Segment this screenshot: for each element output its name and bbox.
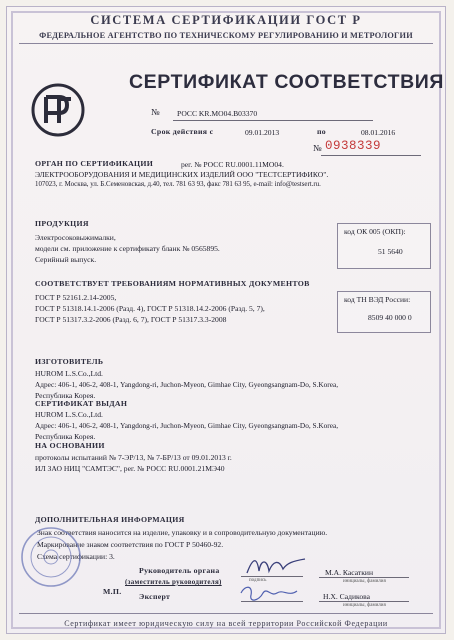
requirements-line-3: ГОСТ Р 51317.3.2-2006 (Разд. 6, 7), ГОСТ Р 51317.3.3-2008 — [35, 315, 227, 324]
issued-label: СЕРТИФИКАТ ВЫДАН — [35, 399, 128, 408]
okp-value: 51 5640 — [378, 247, 403, 256]
validity-label: Срок действия с — [151, 127, 214, 136]
certificate-sheet — [6, 6, 446, 634]
expert-name: Н.Х. Садикова — [323, 592, 370, 601]
tnved-label: код ТН ВЭД России: — [344, 295, 411, 304]
issued-address-2: Республика Корея. — [35, 432, 96, 441]
tnved-code-box — [337, 291, 431, 333]
certificate-title: СЕРТИФИКАТ СООТВЕТСТВИЯ — [129, 71, 445, 93]
requirements-line-1: ГОСТ Р 52161.2.14-2005, — [35, 293, 117, 302]
organ-reg: рег. № РОСС RU.0001.11МО04. — [181, 160, 284, 169]
additional-label: ДОПОЛНИТЕЛЬНАЯ ИНФОРМАЦИЯ — [35, 515, 185, 524]
organ-label: ОРГАН ПО СЕРТИФИКАЦИИ — [35, 159, 154, 168]
product-line-3: Серийный выпуск. — [35, 255, 97, 264]
organ-address: 107023, г. Москва, ул. Б.Семеновская, д.40, тел. 781 63 93, факс 781 63 95, e-mail: info@testsert.ru. — [35, 181, 321, 188]
date-to: 08.01.2016 — [361, 128, 396, 137]
manufacturer-label: ИЗГОТОВИТЕЛЬ — [35, 357, 104, 366]
product-line-1: Электросоковыжималки, — [35, 233, 116, 242]
system-title: СИСТЕМА СЕРТИФИКАЦИИ ГОСТ Р — [90, 13, 362, 27]
header-divider — [19, 43, 433, 44]
date-to-label: по — [317, 127, 326, 136]
okp-label: код ОК 005 (ОКП): — [344, 227, 406, 236]
head-caption: инициалы, фамилия — [343, 579, 386, 584]
basis-line-1: протоколы испытаний № 7-ЭР/13, № 7-БР/13 от 09.01.2013 г. — [35, 453, 232, 462]
certificate-number: РОСС KR.МО04.В03370 — [177, 109, 258, 118]
product-label: ПРОДУКЦИЯ — [35, 219, 89, 228]
okp-code-box — [337, 223, 431, 269]
mp-label: М.П. — [103, 587, 122, 596]
head-name: М.А. Касаткин — [325, 568, 374, 577]
organ-name: ЭЛЕКТРООБОРУДОВАНИЯ И МЕДИЦИНСКИХ ИЗДЕЛИЙ ООО "ТЕСТСЕРТИФИКО". — [35, 170, 329, 179]
additional-line-2: Маркирование знаком соответствия по ГОСТ Р 50460-92. — [37, 540, 224, 549]
serial-number: 0938339 — [325, 139, 382, 153]
basis-label: НА ОСНОВАНИИ — [35, 441, 105, 450]
requirements-line-2: ГОСТ Р 51318.14.1-2006 (Разд. 4), ГОСТ Р 51318.14.2-2006 (Разд. 5, 7), — [35, 304, 265, 313]
date-from: 09.01.2013 — [245, 128, 280, 137]
basis-line-2: ИЛ ЗАО НИЦ "САМТЭС", рег. № РОСС RU.0001.21МЭ40 — [35, 464, 225, 473]
head-signature-icon — [243, 553, 309, 579]
expert-label: Эксперт — [139, 592, 171, 601]
round-stamp-icon — [19, 525, 83, 589]
number-underline — [173, 120, 373, 121]
expert-caption: инициалы, фамилия — [343, 603, 386, 608]
issued-address-1: Адрес: 406-1, 406-2, 408-1, Yangdong-ri, Juchon-Myeon, Gimhae City, Gyeongsangnam-Do, S.Korea, — [35, 421, 339, 430]
head-caption-sign: подпись — [249, 578, 267, 583]
manufacturer-address-1: Адрес: 406-1, 406-2, 408-1, Yangdong-ri, Juchon-Myeon, Gimhae City, Gyeongsangnam-Do, S.Korea, — [35, 380, 339, 389]
serial-underline — [321, 155, 421, 156]
gost-r-logo-icon — [31, 83, 85, 137]
number-sign: № — [151, 107, 160, 117]
tnved-value: 8509 40 000 0 — [368, 313, 412, 322]
agency-title: ФЕДЕРАЛЬНОЕ АГЕНТСТВО ПО ТЕХНИЧЕСКОМУ РЕГУЛИРОВАНИЮ И МЕТРОЛОГИИ — [39, 31, 413, 40]
head-name-line — [319, 577, 409, 578]
manufacturer-address-2: Республика Корея. — [35, 391, 96, 400]
footer-divider — [19, 613, 433, 614]
expert-signature-icon — [237, 581, 309, 605]
additional-line-3: Схема сертификации: 3. — [37, 552, 115, 561]
additional-line-1: Знак соответствия наносится на изделие, упаковку и в сопроводительную документацию. — [37, 528, 328, 537]
expert-name-line — [319, 601, 409, 602]
requirements-label: СООТВЕТСТВУЕТ ТРЕБОВАНИЯМ НОРМАТИВНЫХ ДОКУМЕНТОВ — [35, 279, 310, 288]
footer-text: Сертификат имеет юридическую силу на всей территории Российской Федерации — [64, 619, 388, 628]
serial-sign: № — [313, 143, 322, 153]
product-line-2: модели см. приложение к сертификату бланк № 0565895. — [35, 244, 220, 253]
issued-name: HUROM L.S.Co.,Ltd. — [35, 410, 103, 419]
head-label-1: Руководитель органа — [139, 566, 220, 575]
manufacturer-name: HUROM L.S.Co.,Ltd. — [35, 369, 103, 378]
head-label-2: (заместитель руководителя) — [125, 578, 222, 586]
